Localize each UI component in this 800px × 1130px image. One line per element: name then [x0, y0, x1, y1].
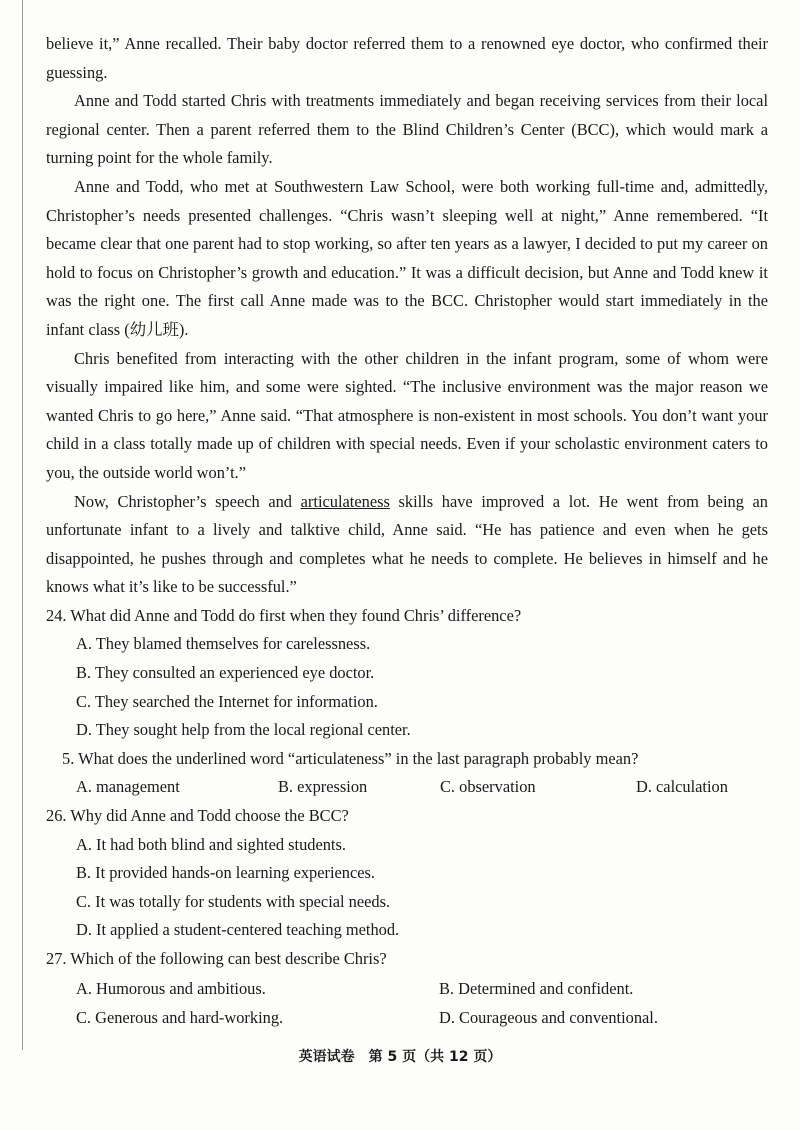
paragraph-4-start: Now, Christopher’s speech and: [74, 491, 301, 511]
passage-paragraph-3: Chris benefited from interacting with the other children in the infant program, some of whom were visually impaired like him, and some were sighted. “The inclusive environment was the major reason we wanted Chris to go here,” Anne said. “That atmosphere is non-existent in most schools. You don’t want your child in a class totally made up of children with special needs. Even if your scholastic environment caters to you, the outside world won’t.”: [46, 348, 768, 482]
option-b: B. Determined and confident.: [439, 978, 634, 998]
option-c: C. It was totally for students with special needs.: [76, 891, 391, 911]
question-24: [46, 602, 768, 745]
options-row: [76, 773, 768, 802]
option-d: D. calculation: [636, 777, 728, 797]
option-b: B. expression: [278, 777, 368, 797]
option-c: C. They searched the Internet for information.: [76, 691, 378, 711]
question-stem: 24. What did Anne and Todd do first when they found Chris’ difference?: [46, 605, 522, 625]
option-a: A. It had both blind and sighted students.: [76, 834, 346, 854]
option-a: A. management: [76, 777, 180, 797]
options-row: [76, 1003, 768, 1033]
option-c: C. Generous and hard-working.: [76, 1008, 284, 1028]
option-d: D. They sought help from the local regional center.: [76, 720, 411, 740]
binding-margin-line: [22, 0, 23, 1050]
option-a: A. Humorous and ambitious.: [76, 978, 266, 998]
passage-paragraph-0: believe it,” Anne recalled. Their baby doctor referred them to a renowned eye doctor, who confirmed their guessing.: [46, 34, 768, 82]
option-b: B. It provided hands-on learning experiences.: [76, 863, 376, 883]
options-row: [76, 974, 768, 1004]
option-a: A. They blamed themselves for carelessness.: [76, 634, 371, 654]
passage-paragraph-2: Anne and Todd, who met at Southwestern Law School, were both working full-time and, admittedly, Christopher’s needs presented challenges. “Chris wasn’t sleeping well at night,” Anne remembered. “It became clear that one parent had to stop working, so after ten years as a lawyer, I decided to put my career on hold to focus on Christopher’s growth and education.” It was a difficult decision, but Anne and Todd knew it was the right one. The first call Anne made was to the BCC. Christopher would start immediately in the infant class (幼儿班).: [46, 176, 768, 339]
option-d: D. It applied a student-centered teaching method.: [76, 920, 400, 940]
question-25: [46, 745, 768, 802]
question-section: [46, 602, 768, 1033]
option-b: B. They consulted an experienced eye doctor.: [76, 663, 375, 683]
exam-page: [46, 30, 768, 1033]
page-footer: 英语试卷 第 5 页（共 12 页）: [298, 1049, 502, 1065]
passage-paragraph-4: [46, 488, 768, 602]
question-stem: 26. Why did Anne and Todd choose the BCC?: [46, 806, 349, 826]
question-stem: 5. What does the underlined word “articulateness” in the last paragraph probably mean?: [62, 748, 639, 768]
underlined-word: articulateness: [300, 491, 390, 511]
option-d: D. Courageous and conventional.: [439, 1008, 658, 1028]
passage-paragraph-1: Anne and Todd started Chris with treatments immediately and began receiving services from their local regional center. Then a parent referred them to the Blind Children’s Center (BCC), which would mark a turning point for the whole family.: [46, 91, 768, 168]
question-27: [46, 945, 768, 1033]
option-c: C. observation: [440, 777, 536, 797]
question-26: [46, 802, 768, 945]
question-stem: 27. Which of the following can best describe Chris?: [46, 949, 387, 968]
paragraph-4-end: skills have improved a lot. He went from being an unfortunate infant to a lively and talktive child, Anne said. “He has patience and even when he gets disappointed, he pushes through and completes what he needs to complete. He believes in himself and he knows what it’s like to be successful.”: [46, 491, 769, 597]
